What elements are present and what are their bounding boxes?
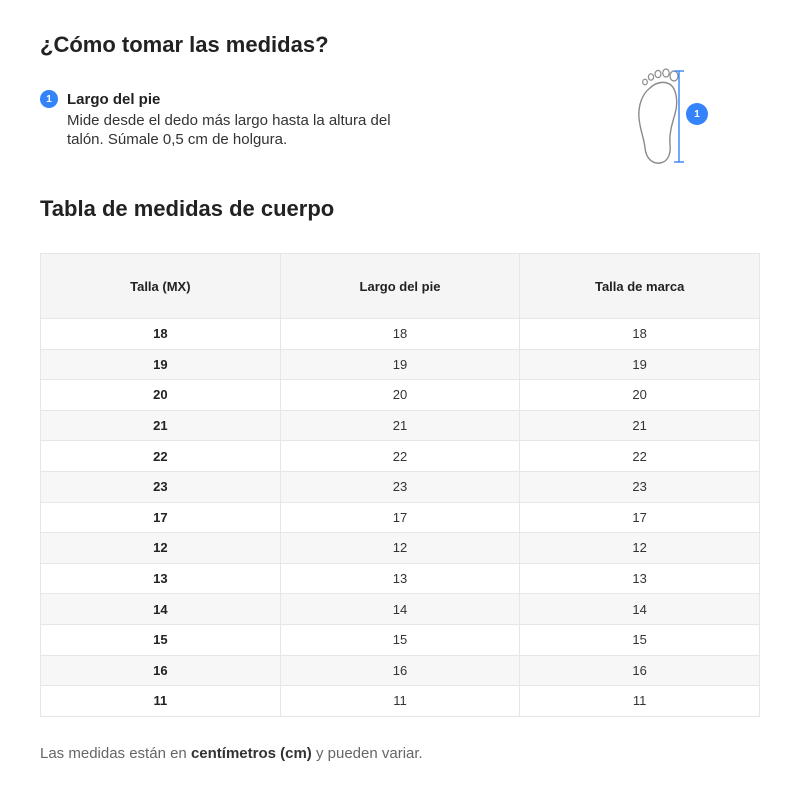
cell-brand-size: 13 (520, 563, 760, 594)
cell-foot-length: 21 (280, 410, 520, 441)
cell-foot-length: 15 (280, 624, 520, 655)
table-row (41, 533, 760, 564)
units-note-emphasis: centímetros (cm) (190, 745, 312, 762)
cell-foot-length: 11 (280, 686, 520, 717)
cell-size-mx: 15 (41, 624, 281, 655)
cell-foot-length: 14 (280, 594, 520, 625)
table-row (41, 502, 760, 533)
units-note-suffix: y pueden variar. (311, 745, 423, 762)
cell-brand-size: 18 (520, 319, 760, 350)
cell-brand-size: 11 (520, 686, 760, 717)
table-row (41, 380, 760, 411)
cell-foot-length: 17 (280, 502, 520, 533)
cell-brand-size: 23 (520, 471, 760, 502)
cell-size-mx: 11 (41, 686, 281, 717)
cell-foot-length: 20 (280, 380, 520, 411)
table-row (41, 655, 760, 686)
units-note (40, 745, 423, 762)
step-title: Largo del pie (67, 91, 161, 108)
units-note-prefix: Las medidas están en (40, 745, 191, 762)
cell-brand-size: 15 (520, 624, 760, 655)
table-row (41, 319, 760, 350)
table-header-row (41, 254, 760, 319)
measure-guide-title: ¿Cómo tomar las medidas? (40, 32, 329, 57)
cell-foot-length: 23 (280, 471, 520, 502)
table-row (41, 471, 760, 502)
cell-size-mx: 12 (41, 533, 281, 564)
cell-foot-length: 12 (280, 533, 520, 564)
table-row (41, 441, 760, 472)
column-header-foot-length: Largo del pie (280, 254, 520, 319)
table-row (41, 594, 760, 625)
cell-size-mx: 18 (41, 319, 281, 350)
cell-size-mx: 22 (41, 441, 281, 472)
cell-foot-length: 22 (280, 441, 520, 472)
cell-brand-size: 21 (520, 410, 760, 441)
cell-size-mx: 14 (41, 594, 281, 625)
table-row (41, 624, 760, 655)
cell-size-mx: 20 (41, 380, 281, 411)
step-number-badge: 1 (40, 90, 58, 108)
cell-foot-length: 18 (280, 319, 520, 350)
cell-brand-size: 19 (520, 349, 760, 380)
cell-size-mx: 23 (41, 471, 281, 502)
cell-size-mx: 19 (41, 349, 281, 380)
cell-brand-size: 12 (520, 533, 760, 564)
cell-brand-size: 17 (520, 502, 760, 533)
cell-size-mx: 13 (41, 563, 281, 594)
size-table (40, 253, 760, 717)
table-row (41, 410, 760, 441)
table-row (41, 563, 760, 594)
cell-size-mx: 16 (41, 655, 281, 686)
size-table-title: Tabla de medidas de cuerpo (40, 196, 335, 221)
cell-brand-size: 14 (520, 594, 760, 625)
column-header-brand-size: Talla de marca (520, 254, 760, 319)
cell-size-mx: 17 (41, 502, 281, 533)
cell-foot-length: 13 (280, 563, 520, 594)
illustration-number-badge: 1 (686, 103, 708, 125)
table-row (41, 349, 760, 380)
cell-size-mx: 21 (41, 410, 281, 441)
cell-foot-length: 16 (280, 655, 520, 686)
cell-brand-size: 16 (520, 655, 760, 686)
cell-brand-size: 20 (520, 380, 760, 411)
table-row (41, 686, 760, 717)
cell-brand-size: 22 (520, 441, 760, 472)
cell-foot-length: 19 (280, 349, 520, 380)
column-header-size-mx: Talla (MX) (41, 254, 281, 319)
step-description: Mide desde el dedo más largo hasta la altura del talón. Súmale 0,5 cm de holgura. (67, 112, 391, 148)
